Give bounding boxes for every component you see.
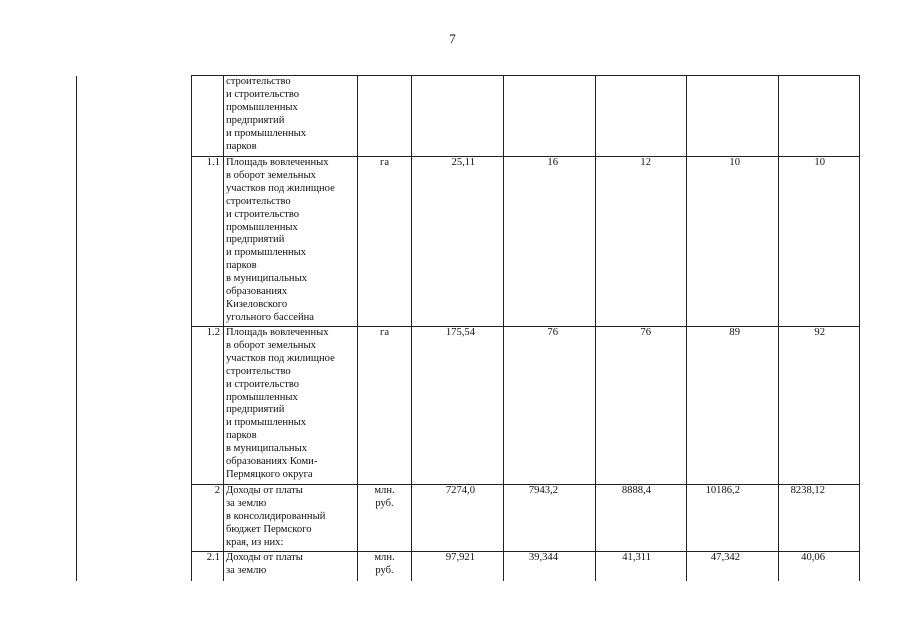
blank-cell [77, 157, 192, 327]
indicator-name-line: Доходы от платы [226, 552, 303, 563]
indicator-name-line: Площадь вовлеченных [226, 157, 329, 168]
value-cell: 97,921 [412, 552, 504, 582]
unit-cell: га [358, 327, 412, 485]
indicator-name-line: предприятий [226, 404, 285, 416]
table-row [77, 552, 860, 582]
indicator-name [224, 552, 358, 582]
indicator-name-line: Доходы от платы [226, 485, 303, 496]
indicator-name-line: в муниципальных [226, 273, 307, 285]
indicator-name-line: и промышленных [226, 247, 307, 259]
row-number: 1.2 [192, 327, 224, 485]
value-cell: 76 [596, 327, 687, 485]
row-number: 1.1 [192, 157, 224, 327]
indicator-name-line: парков [226, 430, 257, 442]
blank-cell [77, 327, 192, 485]
value-cell: 76 [504, 327, 596, 485]
indicator-name-line: края, из них: [226, 536, 284, 548]
page-number: 7 [449, 31, 456, 46]
indicator-name-line: участков под жилищное [226, 352, 335, 364]
value-cell: 25,11 [412, 157, 504, 327]
indicator-name-line: в консолидированный [226, 510, 326, 522]
blank-cell [77, 552, 192, 582]
value-cell: 41,311 [596, 552, 687, 582]
value-cell: 10186,2 [687, 485, 779, 552]
indicator-name [224, 76, 358, 157]
indicator-name-line: предприятий [226, 114, 285, 126]
indicator-name-line: участков под жилищное [226, 182, 335, 194]
indicator-name-line: и строительство [226, 208, 300, 220]
indicator-name-line: за землю [226, 497, 267, 509]
table-row [77, 485, 860, 552]
table-row [77, 327, 860, 485]
indicator-name-line: Кизеловского [226, 298, 288, 310]
indicator-name-line: образованиях [226, 286, 288, 298]
unit-cell: га [358, 157, 412, 327]
indicator-name-line: в оборот земельных [226, 339, 316, 351]
indicator-name-line: и строительство [226, 88, 300, 100]
indicator-name-line: в оборот земельных [226, 169, 316, 181]
indicator-name-line: Пермяцкого округа [226, 468, 313, 480]
value-cell: 92 [779, 327, 860, 485]
indicator-name-line: строительство [226, 195, 291, 207]
row-number [192, 76, 224, 157]
indicator-name [224, 485, 358, 552]
value-cell: 40,06 [779, 552, 860, 582]
indicator-name-line: строительство [226, 76, 291, 87]
indicator-name-line: в муниципальных [226, 443, 307, 455]
table-row [77, 157, 860, 327]
value-cell: 39,344 [504, 552, 596, 582]
value-cell: 47,342 [687, 552, 779, 582]
indicators-table [76, 75, 860, 581]
value-cell: 8888,4 [596, 485, 687, 552]
unit-cell: млн. руб. [358, 485, 412, 552]
row-number: 2.1 [192, 552, 224, 582]
indicator-name-line: бюджет Пермского [226, 523, 312, 535]
indicator-name-line: за землю [226, 564, 267, 576]
value-cell [687, 76, 779, 157]
value-cell: 175,54 [412, 327, 504, 485]
indicator-name-line: и промышленных [226, 127, 307, 139]
indicator-name-line: предприятий [226, 234, 285, 246]
value-cell: 7274,0 [412, 485, 504, 552]
value-cell: 7943,2 [504, 485, 596, 552]
row-number: 2 [192, 485, 224, 552]
unit-cell [358, 76, 412, 157]
indicator-name [224, 327, 358, 485]
blank-cell [77, 76, 192, 157]
indicator-name-line: промышленных [226, 101, 298, 113]
indicator-name-line: строительство [226, 365, 291, 377]
indicator-name-line: промышленных [226, 391, 298, 403]
unit-cell: млн. руб. [358, 552, 412, 582]
value-cell [779, 76, 860, 157]
indicator-name-line: Площадь вовлеченных [226, 327, 329, 338]
indicator-name-line: образованиях Коми- [226, 456, 318, 468]
indicator-name-line: промышленных [226, 221, 298, 233]
value-cell [412, 76, 504, 157]
value-cell: 10 [779, 157, 860, 327]
indicator-name-line: и промышленных [226, 417, 307, 429]
blank-cell [77, 485, 192, 552]
value-cell: 16 [504, 157, 596, 327]
value-cell: 12 [596, 157, 687, 327]
value-cell [504, 76, 596, 157]
indicator-name-line: и строительство [226, 378, 300, 390]
value-cell: 89 [687, 327, 779, 485]
indicator-name-line: парков [226, 140, 257, 152]
indicator-name [224, 157, 358, 327]
value-cell: 8238,12 [779, 485, 860, 552]
value-cell: 10 [687, 157, 779, 327]
value-cell [596, 76, 687, 157]
table-row [77, 76, 860, 157]
indicator-name-line: парков [226, 260, 257, 272]
indicator-name-line: угольного бассейна [226, 311, 315, 323]
